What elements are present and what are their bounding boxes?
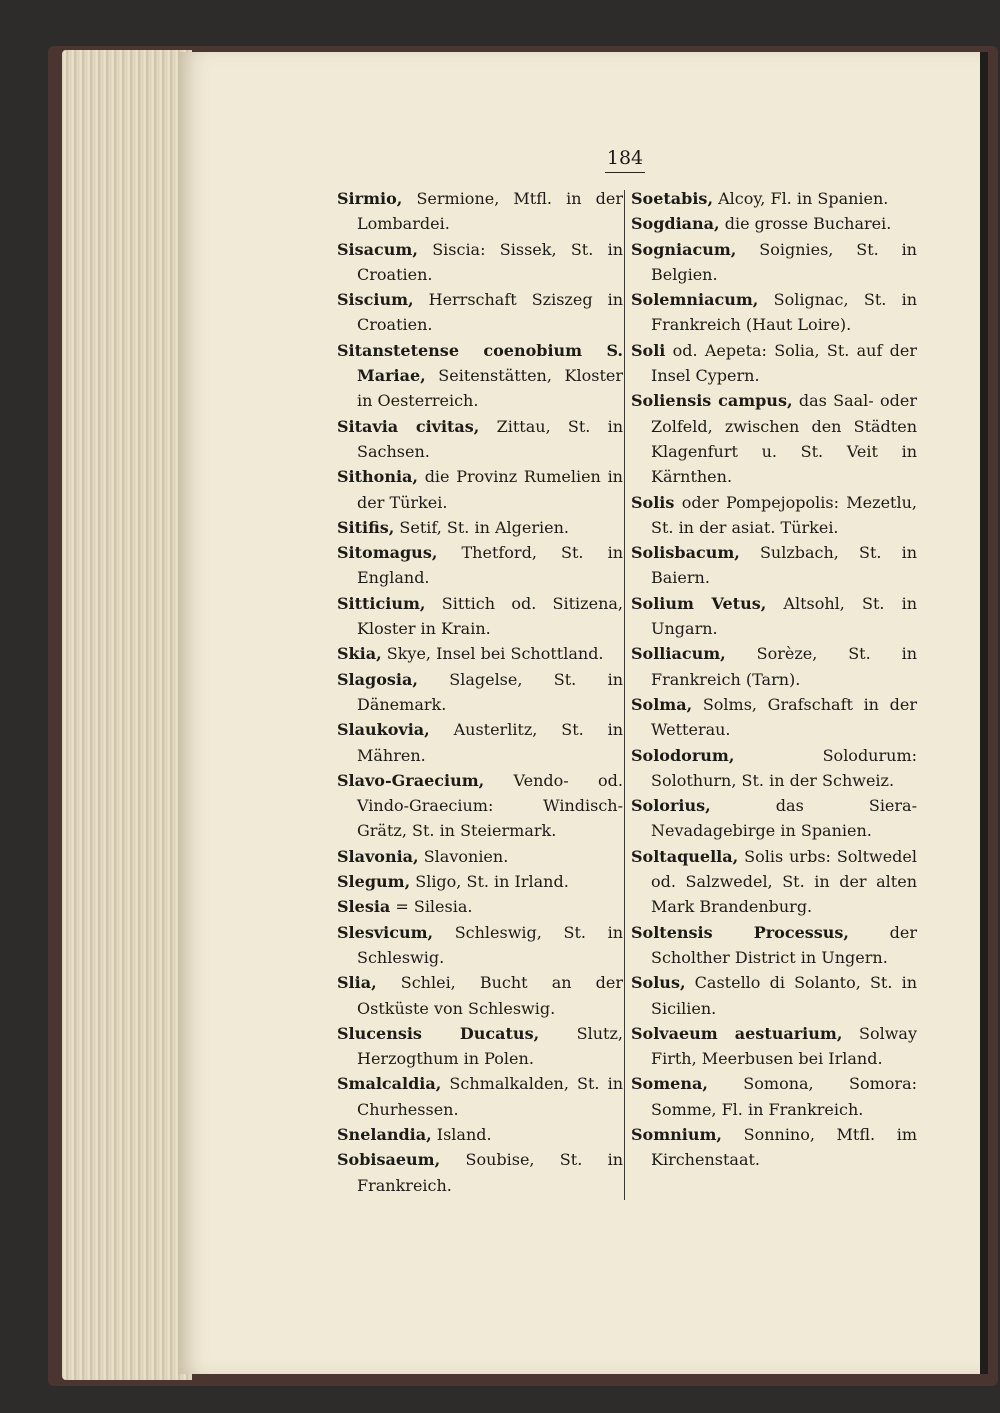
entry-definition: Herrschaft Sziszeg in Croatien.: [357, 290, 623, 335]
entry-headword: Sogdiana,: [631, 214, 720, 234]
entry-headword: Sitomagus,: [337, 543, 438, 563]
entry-headword: Slucensis Ducatus,: [337, 1023, 540, 1043]
entry-headword: Solvaeum aestuarium,: [631, 1023, 843, 1043]
entry-headword: Solium Vetus,: [631, 593, 767, 613]
dictionary-entry: [631, 490, 917, 541]
entry-definition: Solway Firth, Meerbusen bei Irland.: [651, 1023, 917, 1069]
entry-headword: Sithonia,: [337, 467, 418, 487]
entry-definition: Slutz, Herzogthum in Polen.: [357, 1023, 623, 1069]
dictionary-entry: [337, 540, 623, 591]
entry-headword: Sobisaeum,: [337, 1150, 441, 1170]
entry-headword: Skia,: [337, 644, 382, 664]
entry-headword: Smalcaldia,: [337, 1074, 442, 1094]
entry-definition: Schmalkalden, St. in Churhessen.: [357, 1074, 623, 1119]
column-divider: [624, 190, 625, 1200]
dictionary-entry: [337, 641, 623, 666]
entry-headword: Solliacum,: [631, 644, 726, 664]
entry-headword: Solus,: [631, 973, 686, 993]
entry-definition: Alcoy, Fl. in Spanien.: [718, 189, 889, 208]
dictionary-entry: [631, 287, 917, 338]
entry-headword: Solemniacum,: [631, 290, 759, 310]
dictionary-entry: [631, 338, 917, 389]
dictionary-entry: [337, 844, 623, 869]
entry-definition: Solis urbs: Soltwedel od. Salzwedel, St. in der alten Mark Brandenburg.: [651, 846, 918, 917]
entry-definition: Solodurum: Solothurn, St. in der Schweiz.: [651, 745, 917, 790]
dictionary-entry: [631, 692, 917, 743]
entry-headword: Slesia: [337, 897, 391, 917]
entry-headword: Soltensis Processus,: [631, 922, 849, 942]
entry-headword: Solis: [631, 492, 675, 512]
entry-definition: Sulzbach, St. in Baiern.: [651, 543, 917, 588]
entry-definition: der Scholther District in Ungern.: [651, 922, 917, 967]
dictionary-entry: [337, 338, 623, 414]
entry-definition: Austerlitz, St. in Mähren.: [357, 720, 623, 765]
dictionary-entry: [631, 388, 917, 489]
dictionary-entry: [631, 641, 917, 692]
entry-definition: das Saal- oder Zolfeld, zwischen den Städten Klagenfurt u. St. Veit in Kärnthen.: [651, 391, 918, 487]
entry-headword: Slagosia,: [337, 669, 418, 689]
entry-headword: Soetabis,: [631, 189, 714, 208]
entry-headword: Somnium,: [631, 1124, 722, 1144]
entry-headword: Snelandia,: [337, 1124, 432, 1144]
entry-definition: Zittau, St. in Sachsen.: [357, 416, 624, 461]
entry-definition: Thetford, St. in England.: [357, 543, 623, 588]
entry-definition: das Siera-Nevadagebirge in Spanien.: [651, 796, 917, 841]
book-spine: [980, 52, 988, 1374]
dictionary-entry: [631, 743, 917, 794]
entry-headword: Siscium,: [337, 290, 414, 310]
dictionary-entry: [337, 186, 623, 237]
dictionary-entry: [337, 237, 623, 288]
dictionary-entry: [631, 970, 917, 1021]
dictionary-entry: [337, 768, 623, 844]
entry-definition: Soubise, St. in Frankreich.: [357, 1150, 623, 1195]
dictionary-entry: [631, 1021, 917, 1072]
entry-headword: Soli: [631, 340, 666, 360]
entry-definition: Altsohl, St. in Ungarn.: [651, 593, 917, 639]
entry-definition: Slavonien.: [423, 846, 509, 866]
dictionary-entry: [631, 591, 917, 642]
entry-headword: Sitifis,: [337, 517, 395, 537]
right-column: [631, 186, 917, 1173]
dictionary-entry: [337, 970, 623, 1021]
entry-definition: Somona, Somora: Somme, Fl. in Frankreich.: [651, 1074, 917, 1119]
entry-headword: Solma,: [631, 694, 693, 714]
entry-headword: Slegum,: [337, 872, 411, 892]
entry-headword: Sirmio,: [337, 189, 403, 208]
entry-headword: Slaukovia,: [337, 720, 430, 740]
dictionary-entry: [631, 237, 917, 288]
dictionary-entry: [337, 414, 623, 465]
entry-headword: Solorius,: [631, 796, 711, 816]
entry-definition: Vendo- od. Vindo-Graecium: Windisch-Grätz, St. in Steiermark.: [357, 770, 623, 841]
entry-definition: Island.: [436, 1124, 492, 1144]
left-column: [337, 186, 623, 1198]
dictionary-entry: [631, 186, 917, 211]
dictionary-entry: [337, 667, 623, 718]
entry-definition: Sorèze, St. in Frankreich (Tarn).: [651, 644, 917, 689]
dictionary-entry: [631, 540, 917, 591]
dictionary-entry: [337, 920, 623, 971]
entry-definition: Sermione, Mtfl. in der Lombardei.: [357, 189, 623, 234]
dictionary-entry: [631, 793, 917, 844]
entry-headword: Somena,: [631, 1074, 708, 1094]
entry-headword: Slavonia,: [337, 846, 419, 866]
dictionary-entry: [337, 869, 623, 894]
entry-definition: die Provinz Rumelien in der Türkei.: [357, 467, 623, 512]
entry-definition: Skye, Insel bei Schottland.: [386, 644, 604, 664]
entry-definition: Soignies, St. in Belgien.: [651, 239, 917, 284]
dictionary-entry: [337, 1147, 623, 1198]
entry-definition: Sligo, St. in Irland.: [415, 872, 569, 892]
dictionary-entry: [337, 287, 623, 338]
dictionary-entry: [631, 211, 917, 236]
entry-headword: Sitavia civitas,: [337, 416, 480, 436]
entry-headword: Soliensis campus,: [631, 391, 793, 411]
entry-definition: Schlei, Bucht an der Ostküste von Schleswig.: [357, 973, 623, 1018]
dictionary-entry: [337, 1021, 623, 1072]
entry-headword: Slesvicum,: [337, 922, 434, 942]
entry-definition: Sonnino, Mtfl. im Kirchenstaat.: [651, 1124, 918, 1170]
entry-definition: Slagelse, St. in Dänemark.: [357, 669, 624, 714]
page-edges: [62, 50, 192, 1380]
entry-definition: od. Aepeta: Solia, St. auf der Insel Cypern.: [651, 340, 917, 386]
entry-definition: Solignac, St. in Frankreich (Haut Loire).: [651, 290, 918, 335]
entry-headword: Sisacum,: [337, 239, 418, 259]
entry-definition: Setif, St. in Algerien.: [399, 517, 569, 537]
entry-definition: Siscia: Sissek, St. in Croatien.: [357, 239, 623, 284]
entry-definition: die grosse Bucharei.: [724, 214, 892, 234]
dictionary-entry: [631, 844, 917, 920]
entry-definition: Solms, Grafschaft in der Wetterau.: [651, 694, 917, 740]
dictionary-entry: [337, 591, 623, 642]
dictionary-entry: [631, 1071, 917, 1122]
entry-headword: Solisbacum,: [631, 543, 740, 563]
entry-definition: Sittich od. Sitizena, Kloster in Krain.: [357, 593, 624, 639]
entry-headword: Sitticium,: [337, 593, 426, 613]
entry-headword: Slia,: [337, 973, 377, 993]
entry-headword: Soltaquella,: [631, 846, 739, 866]
entry-headword: Slavo-Graecium,: [337, 770, 485, 790]
entry-definition: Seitenstätten, Kloster in Oesterreich.: [357, 366, 623, 411]
dictionary-entry: [337, 1071, 623, 1122]
entry-headword: Solodorum,: [631, 745, 735, 765]
dictionary-entry: [337, 894, 623, 919]
dictionary-entry: [337, 515, 623, 540]
dictionary-entry: [631, 1122, 917, 1173]
entry-headword: Sitanstetense coenobium S. Mariae,: [337, 340, 623, 386]
dictionary-entry: [337, 717, 623, 768]
dictionary-entry: [337, 1122, 623, 1147]
entry-definition: Castello di Solanto, St. in Sicilien.: [651, 973, 917, 1018]
page-number: 184: [605, 144, 645, 173]
entry-headword: Sogniacum,: [631, 239, 737, 259]
entry-definition: = Silesia.: [395, 897, 473, 917]
dictionary-entry: [337, 464, 623, 515]
dictionary-entry: [631, 920, 917, 971]
entry-definition: Schleswig, St. in Schleswig.: [357, 922, 623, 967]
entry-definition: oder Pompejopolis: Mezetlu, St. in der asiat. Türkei.: [651, 492, 917, 537]
